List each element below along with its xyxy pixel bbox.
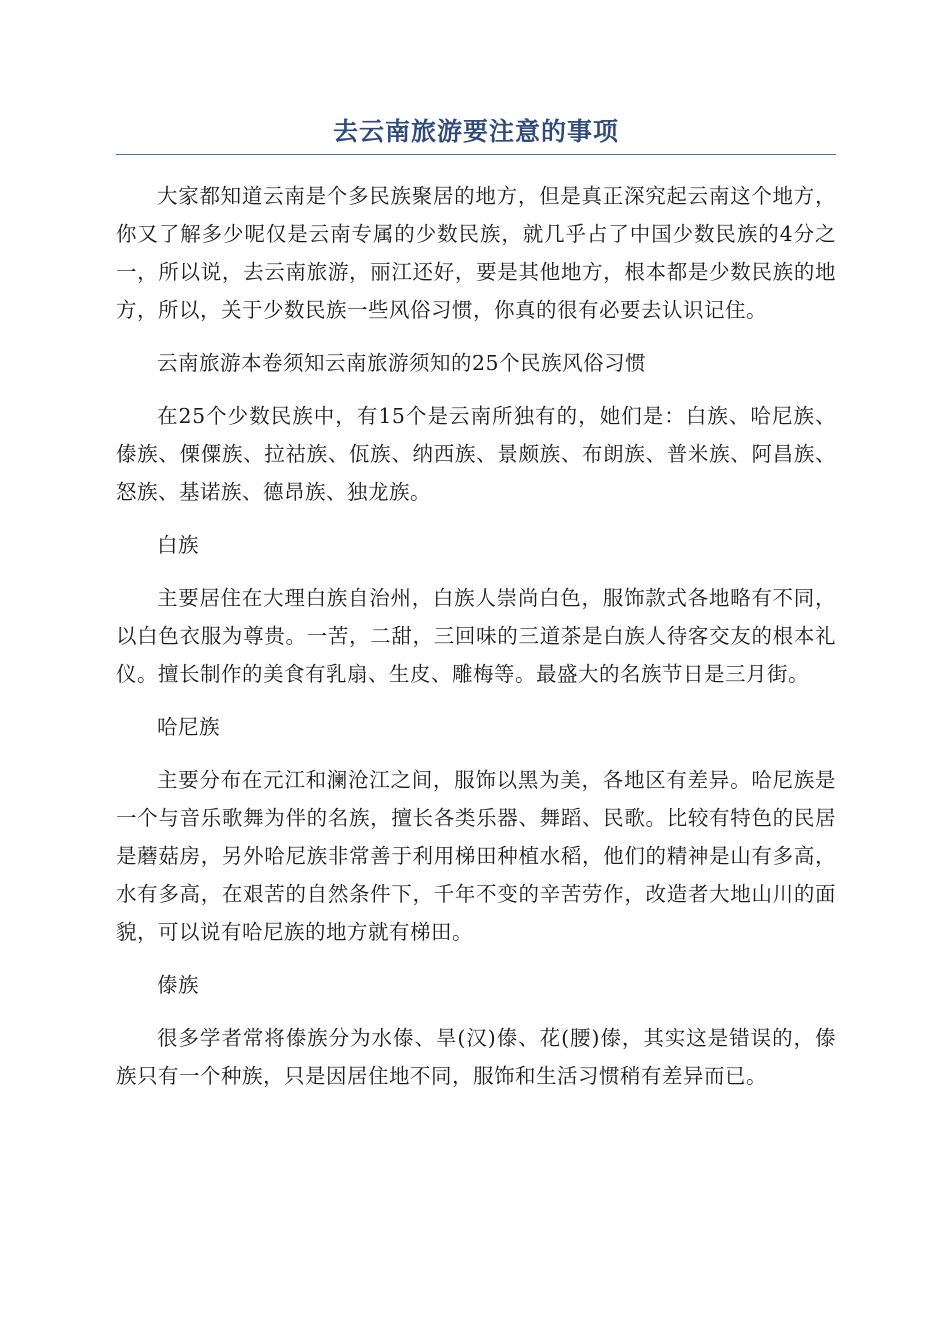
title-underline bbox=[116, 154, 836, 155]
section-heading-dai: 傣族 bbox=[157, 973, 199, 997]
paragraph-hani: 主要分布在元江和澜沧江之间，服饰以黑为美，各地区有差异。哈尼族是一个与音乐歌舞为伴的名族，擅长各类乐器、舞蹈、民歌。比较有特色的民居是蘑菇房，另外哈尼族非常善于利用梯田种植水稻，他们的精神是山有多高，水有多高，在艰苦的自然条件下，千年不变的辛苦劳作，改造者大地山川的面貌，可以说有哈尼族的地方就有梯田。 bbox=[116, 768, 836, 944]
paragraph-dai: 很多学者常将傣族分为水傣、旱(汉)傣、花(腰)傣，其实这是错误的，傣族只有一个种族，只是因居住地不同，服饰和生活习惯稍有差异而已。 bbox=[116, 1026, 836, 1088]
paragraph-ethnic-list: 在25个少数民族中，有15个是云南所独有的，她们是：白族、哈尼族、傣族、傈僳族、拉祜族、佤族、纳西族、景颇族、布朗族、普米族、阿昌族、怒族、基诺族、德昂族、独龙族。 bbox=[116, 404, 836, 504]
paragraph-intro: 大家都知道云南是个多民族聚居的地方，但是真正深究起云南这个地方，你又了解多少呢仅是云南专属的少数民族，就几乎占了中国少数民族的4分之一，所以说，去云南旅游，丽江还好，要是其他地方，根本都是少数民族的地方，所以，关于少数民族一些风俗习惯，你真的很有必要去认识记住。 bbox=[116, 184, 836, 322]
paragraph-subheading: 云南旅游本卷须知云南旅游须知的25个民族风俗习惯 bbox=[157, 351, 647, 375]
document-page bbox=[116, 112, 836, 1110]
section-heading-bai: 白族 bbox=[157, 533, 199, 557]
document-title: 去云南旅游要注意的事项 bbox=[332, 117, 619, 146]
paragraph-bai: 主要居住在大理白族自治州，白族人崇尚白色，服饰款式各地略有不同，以白色衣服为尊贵。一苦，二甜，三回味的三道茶是白族人待客交友的根本礼仪。擅长制作的美食有乳扇、生皮、雕梅等。最盛大的名族节日是三月街。 bbox=[116, 586, 836, 686]
section-heading-hani: 哈尼族 bbox=[157, 715, 220, 739]
